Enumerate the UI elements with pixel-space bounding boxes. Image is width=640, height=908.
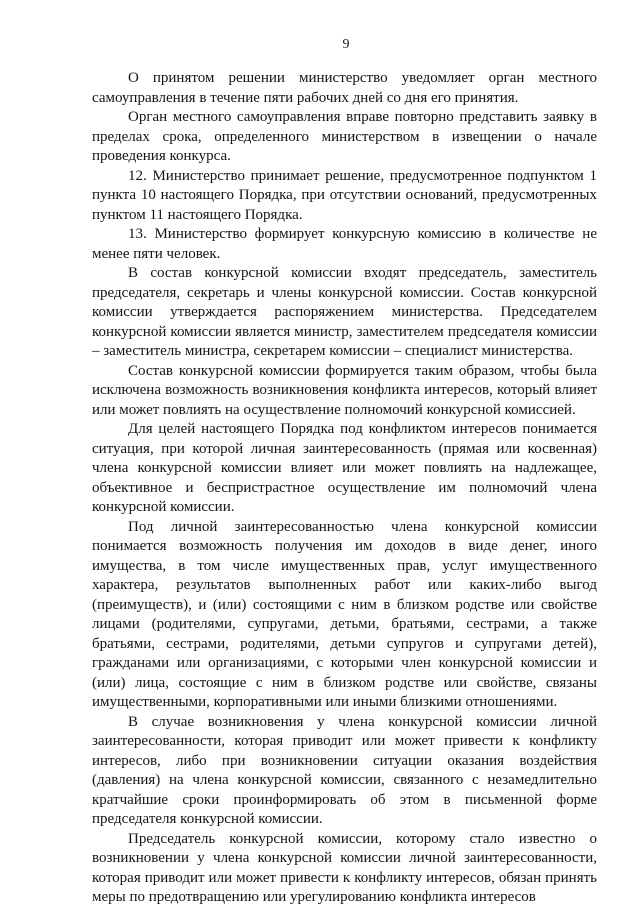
paragraph: В случае возникновения у члена конкурсной комиссии личной заинтересованности, которая приводит или может привести к конфликту интересов, либо при возникновении ситуации оказания воздействия (давления) на члена конкурсной комиссии, связанного с незамедлительно кратчайшие сроки проинформировать об этом в письменной форме председателя конкурсной комиссии.	[92, 713, 597, 827]
paragraph: Орган местного самоуправления вправе повторно представить заявку в пределах срока, определенного министерством в извещении о начале проведения конкурса.	[92, 109, 597, 164]
paragraph: Председатель конкурсной комиссии, которому стало известно о возникновении у члена конкурсной комиссии личной заинтересованности, которая приводит или может привести к конфликту интересов, обязан принять меры по предотвращению или урегулированию конфликта интересов	[92, 830, 597, 905]
paragraph: Для целей настоящего Порядка под конфликтом интересов понимается ситуация, при которой личная заинтересованность (прямая или косвенная) члена конкурсной комиссии влияет или может повлиять на надлежащее, объективное и беспристрастное осуществление им полномочий члена конкурсной комиссии.	[92, 421, 597, 515]
paragraph: 13. Министерство формирует конкурсную комиссию в количестве не менее пяти человек.	[92, 226, 597, 262]
paragraph: О принятом решении министерство уведомляет орган местного самоуправления в течение пяти рабочих дней со дня его принятия.	[92, 70, 597, 106]
paragraph: 12. Министерство принимает решение, предусмотренное подпунктом 1 пункта 10 настоящего Порядка, при отсутствии оснований, предусмотренных пунктом 11 настоящего Порядка.	[92, 167, 597, 223]
document-body	[92, 69, 597, 908]
paragraph: Под личной заинтересованностью члена конкурсной комиссии понимается возможность получения им доходов в виде денег, иного имущества, в том числе имущественных прав, услуг имущественного характера, результатов выполненных работ или каких-либо выгод (преимуществ), и (или) состоящими с ним в близком родстве или свойстве лицами (родителями, супругами, детьми, братьями, сестрами, а также братьями, сестрами, родителями, детьми супругов и супругами детей), гражданами или организациями, с которыми член конкурсной комиссии и (или) лица, состоящие с ним в близком родстве или свойстве, связаны имущественными, корпоративными или иными близкими отношениями.	[92, 518, 597, 710]
paragraph: В состав конкурсной комиссии входят председатель, заместитель председателя, секретарь и члены конкурсной комиссии. Состав конкурсной комиссии утверждается распоряжением министерства. Председателем конкурсной комиссии является министр, заместителем председателя комиссии – заместитель министра, секретарем комиссии – специалист министерства.	[92, 265, 597, 359]
paragraph: Состав конкурсной комиссии формируется таким образом, чтобы была исключена возможность возникновения конфликта интересов, который влияет или может повлиять на осуществление полномочий конкурсной комиссией.	[92, 362, 597, 418]
page-number: 9	[342, 37, 350, 52]
